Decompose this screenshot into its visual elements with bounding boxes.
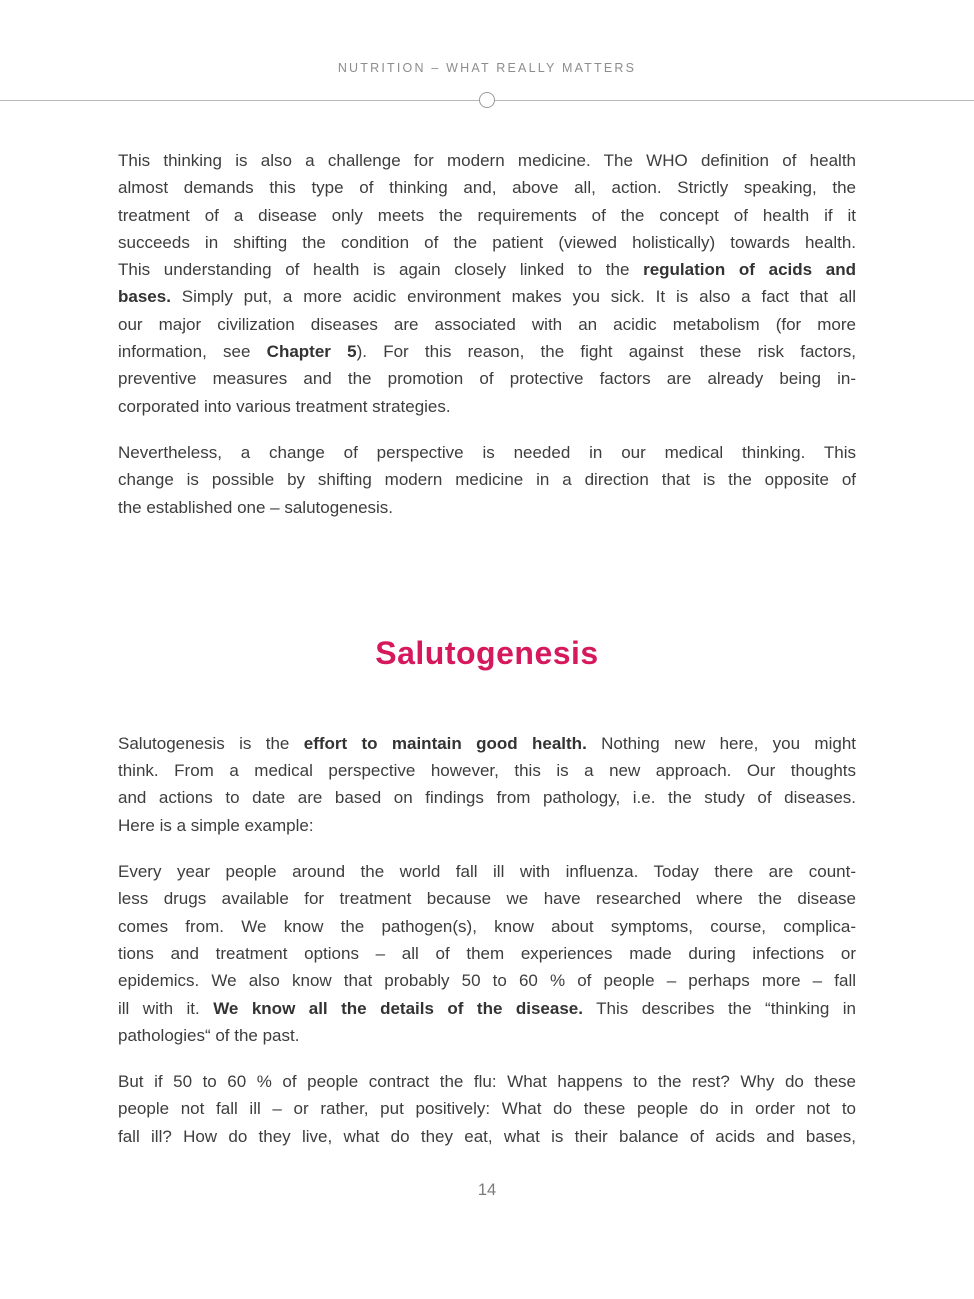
text-segment: corporated into various treatment strategies. (118, 396, 451, 416)
text-segment: information, see (118, 342, 267, 362)
text-line (118, 967, 856, 994)
divider-ornament-circle-icon (479, 92, 495, 108)
text-line (118, 858, 856, 885)
text-line (118, 494, 856, 521)
text-segment: treatment of a disease only meets the requirements of the concept of health if it (118, 205, 856, 225)
text-segment: Every year people around the world fall ill with influenza. Today there are count- (118, 862, 856, 882)
text-segment: fall ill? How do they live, what do they eat, what is their balance of acids and bases, (118, 1126, 856, 1146)
bold-text-segment: bases. (118, 287, 171, 307)
text-line (118, 202, 856, 229)
text-line (118, 730, 856, 757)
text-segment: Nothing new here, you might (586, 733, 856, 753)
bold-text-segment: Chapter 5 (266, 342, 357, 362)
text-segment: less drugs available for treatment because we have researched where the disease (118, 889, 856, 909)
text-segment: ). For this reason, the fight against these risk factors, (356, 342, 856, 362)
text-segment: Salutogenesis is the (118, 733, 304, 753)
text-line (118, 1022, 856, 1049)
text-line (118, 147, 856, 174)
text-segment: This thinking is also a challenge for modern medicine. The WHO definition of health (118, 151, 856, 170)
text-segment: think. From a medical perspective however, this is a new approach. Our thoughts (118, 761, 856, 781)
text-segment: people not fall ill – or rather, put positively: What do these people do in order not to (118, 1099, 856, 1119)
text-line (118, 229, 856, 256)
text-line (118, 784, 856, 811)
text-segment: This understanding of health is again closely linked to the (118, 260, 644, 280)
text-segment: This describes the “thinking in (582, 998, 856, 1018)
text-segment: our major civilization diseases are associated with an acidic metabolism (for more (118, 314, 856, 334)
bold-text-segment: effort to maintain good health. (303, 733, 587, 753)
header-divider (0, 91, 974, 108)
page-number: 14 (477, 1181, 497, 1199)
text-segment: and actions to date are based on findings from pathology, i.e. the study of diseases. (118, 788, 856, 808)
text-segment: the established one – salutogenesis. (118, 497, 394, 517)
text-segment: Here is a simple example: (118, 815, 314, 835)
text-segment: pathologies“ of the past. (118, 1025, 300, 1045)
section-heading: Salutogenesis (375, 634, 599, 671)
bold-text-segment: We know all the details of the disease. (213, 998, 583, 1018)
text-segment: preventive measures and the promotion of protective factors are already being in- (118, 369, 856, 389)
text-line (118, 283, 856, 310)
text-segment: almost demands this type of thinking and, above all, action. Strictly speaking, the (118, 178, 856, 198)
text-line (118, 1068, 856, 1095)
paragraph (118, 858, 856, 1049)
paragraph (118, 439, 856, 521)
text-line (118, 1095, 856, 1122)
text-segment: tions and treatment options – all of them experiences made during infections or (118, 943, 856, 963)
paragraph (118, 730, 856, 839)
content (118, 147, 856, 1150)
text-segment: comes from. We know the pathogen(s), know about symptoms, course, complica- (118, 916, 856, 936)
text-segment: change is possible by shifting modern medicine in a direction that is the opposite of (118, 470, 856, 490)
text-line (118, 913, 856, 940)
paragraph (118, 1068, 856, 1150)
text-line (118, 757, 856, 784)
text-line (118, 466, 856, 493)
paragraph (118, 147, 856, 420)
text-line (118, 338, 856, 365)
text-line (118, 365, 856, 392)
text-line (118, 439, 856, 466)
text-line (118, 393, 856, 420)
text-line (118, 885, 856, 912)
text-segment: Simply put, a more acidic environment makes you sick. It is also a fact that all (170, 287, 856, 307)
bold-text-segment: regulation of acids and (643, 260, 856, 280)
text-line (118, 812, 856, 839)
running-head: NUTRITION – WHAT REALLY MATTERS (337, 61, 637, 75)
text-line (118, 995, 856, 1022)
text-line (118, 1123, 856, 1150)
text-segment: Nevertheless, a change of perspective is needed in our medical thinking. This (118, 442, 856, 462)
text-line (118, 256, 856, 283)
text-line (118, 940, 856, 967)
text-segment: succeeds in shifting the condition of the patient (viewed holistically) towards health. (118, 232, 856, 252)
text-segment: But if 50 to 60 % of people contract the flu: What happens to the rest? Why do these (118, 1072, 856, 1092)
text-segment: epidemics. We also know that probably 50 to 60 % of people – perhaps more – fall (118, 971, 856, 991)
text-segment: ill with it. (118, 998, 214, 1018)
text-line (118, 174, 856, 201)
text-line (118, 311, 856, 338)
